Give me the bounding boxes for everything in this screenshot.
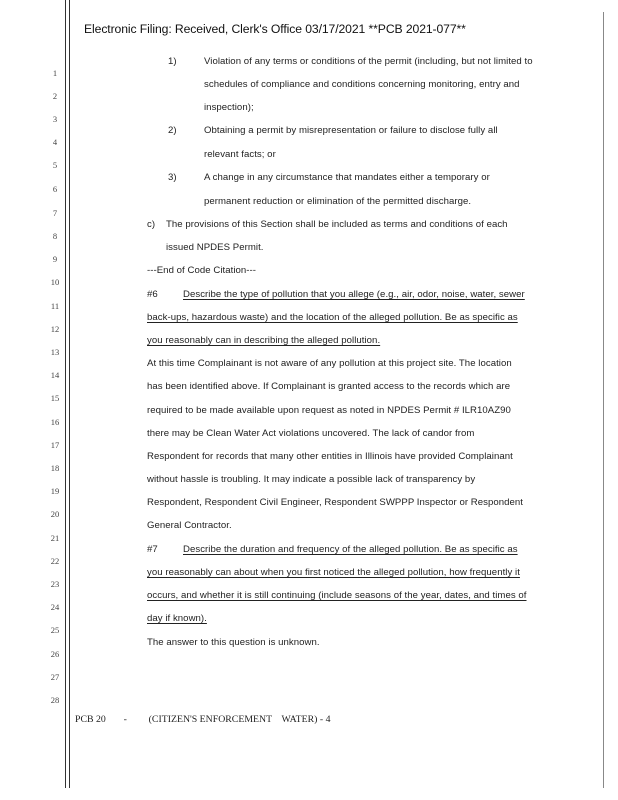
line-number: 9 [52, 254, 58, 264]
line-number: 17 [50, 440, 60, 450]
answer-text: required to be made available upon request as noted in NPDES Permit # ILR10AZ90 [147, 405, 511, 416]
line-number: 16 [50, 417, 60, 427]
question-text: back-ups, hazardous waste) and the location of the alleged pollution. Be as specific as [147, 312, 518, 323]
question-text: you reasonably can about when you first noticed the alleged pollution, how frequently it [147, 567, 520, 578]
answer-text: Respondent for records that many other entities in Illinois have provided Complainant [147, 451, 513, 462]
answer-text: without hassle is troubling. It may indicate a possible lack of transparency by [147, 474, 476, 485]
question-text: occurs, and whether it is still continuing (include seasons of the year, dates, and times of [147, 590, 527, 601]
paragraph-line: issued NPDES Permit. [166, 242, 264, 253]
line-number: 15 [50, 393, 60, 403]
question-text: Describe the duration and frequency of the alleged pollution. Be as specific as [183, 544, 518, 555]
line-number: 24 [50, 602, 60, 612]
question-number: #7 [147, 544, 158, 555]
answer-text: At this time Complainant is not aware of any pollution at this project site. The location [147, 358, 512, 369]
line-number: 26 [50, 649, 60, 659]
line-number: 13 [50, 347, 60, 357]
line-number: 14 [50, 370, 60, 380]
line-number: 21 [50, 533, 60, 543]
line-number: 18 [50, 463, 60, 473]
list-item-text: A change in any circumstance that mandates either a temporary or [204, 172, 490, 183]
page-footer [75, 714, 331, 725]
question-number: #6 [147, 289, 158, 300]
line-number: 5 [52, 160, 58, 170]
line-number: 10 [50, 277, 60, 287]
line-number: 23 [50, 579, 60, 589]
question-text: Describe the type of pollution that you allege (e.g., air, odor, noise, water, sewer [183, 289, 525, 300]
list-item-number: 2) [168, 125, 177, 136]
line-number: 27 [50, 672, 60, 682]
list-item-text: Obtaining a permit by misrepresentation or failure to disclose fully all [204, 125, 498, 136]
line-number: 8 [52, 231, 58, 241]
line-number: 7 [52, 208, 58, 218]
left-margin-rule-inner [69, 0, 70, 788]
answer-text: there may be Clean Water Act violations uncovered. The lack of candor from [147, 428, 475, 439]
line-number: 3 [52, 114, 58, 124]
answer-text: The answer to this question is unknown. [147, 637, 320, 648]
answer-text: Respondent, Respondent Civil Engineer, Respondent SWPPP Inspector or Respondent [147, 497, 524, 508]
answer-text: General Contractor. [147, 520, 232, 531]
form-title: (CITIZEN'S ENFORCEMENT WATER) - 4 [148, 714, 331, 725]
line-number: 25 [50, 625, 60, 635]
footer-dash: - [123, 714, 127, 725]
line-number: 28 [50, 695, 60, 705]
list-item-text: permanent reduction or elimination of the permitted discharge. [204, 196, 472, 207]
list-item-text: schedules of compliance and conditions concerning monitoring, entry and [204, 79, 520, 90]
line-number: 22 [50, 556, 60, 566]
answer-text: has been identified above. If Complainant is granted access to the records which are [147, 381, 511, 392]
section-label: c) [147, 219, 156, 230]
list-item-number: 3) [168, 172, 177, 183]
line-number: 2 [52, 91, 58, 101]
form-id: PCB 20 [75, 714, 106, 725]
list-item-text: inspection); [204, 102, 254, 113]
end-of-citation: ---End of Code Citation--- [147, 265, 256, 276]
line-number: 20 [50, 509, 60, 519]
line-number: 12 [50, 324, 60, 334]
question-text: day if known). [147, 613, 207, 624]
line-number: 11 [50, 301, 60, 311]
question-text: you reasonably can in describing the alleged pollution. [147, 335, 381, 346]
left-margin-rule [65, 0, 66, 788]
line-number: 4 [52, 137, 58, 147]
line-number: 1 [52, 68, 58, 78]
list-item-text: Violation of any terms or conditions of the permit (including, but not limited to [204, 56, 533, 67]
line-number: 19 [50, 486, 60, 496]
line-number: 6 [52, 184, 58, 194]
list-item-number: 1) [168, 56, 177, 67]
paragraph-line: The provisions of this Section shall be included as terms and conditions of each [166, 219, 508, 230]
list-item-text: relevant facts; or [204, 149, 276, 160]
filing-stamp: Electronic Filing: Received, Clerk's Office 03/17/2021 **PCB 2021-077** [84, 22, 466, 36]
right-margin-rule [603, 12, 604, 788]
